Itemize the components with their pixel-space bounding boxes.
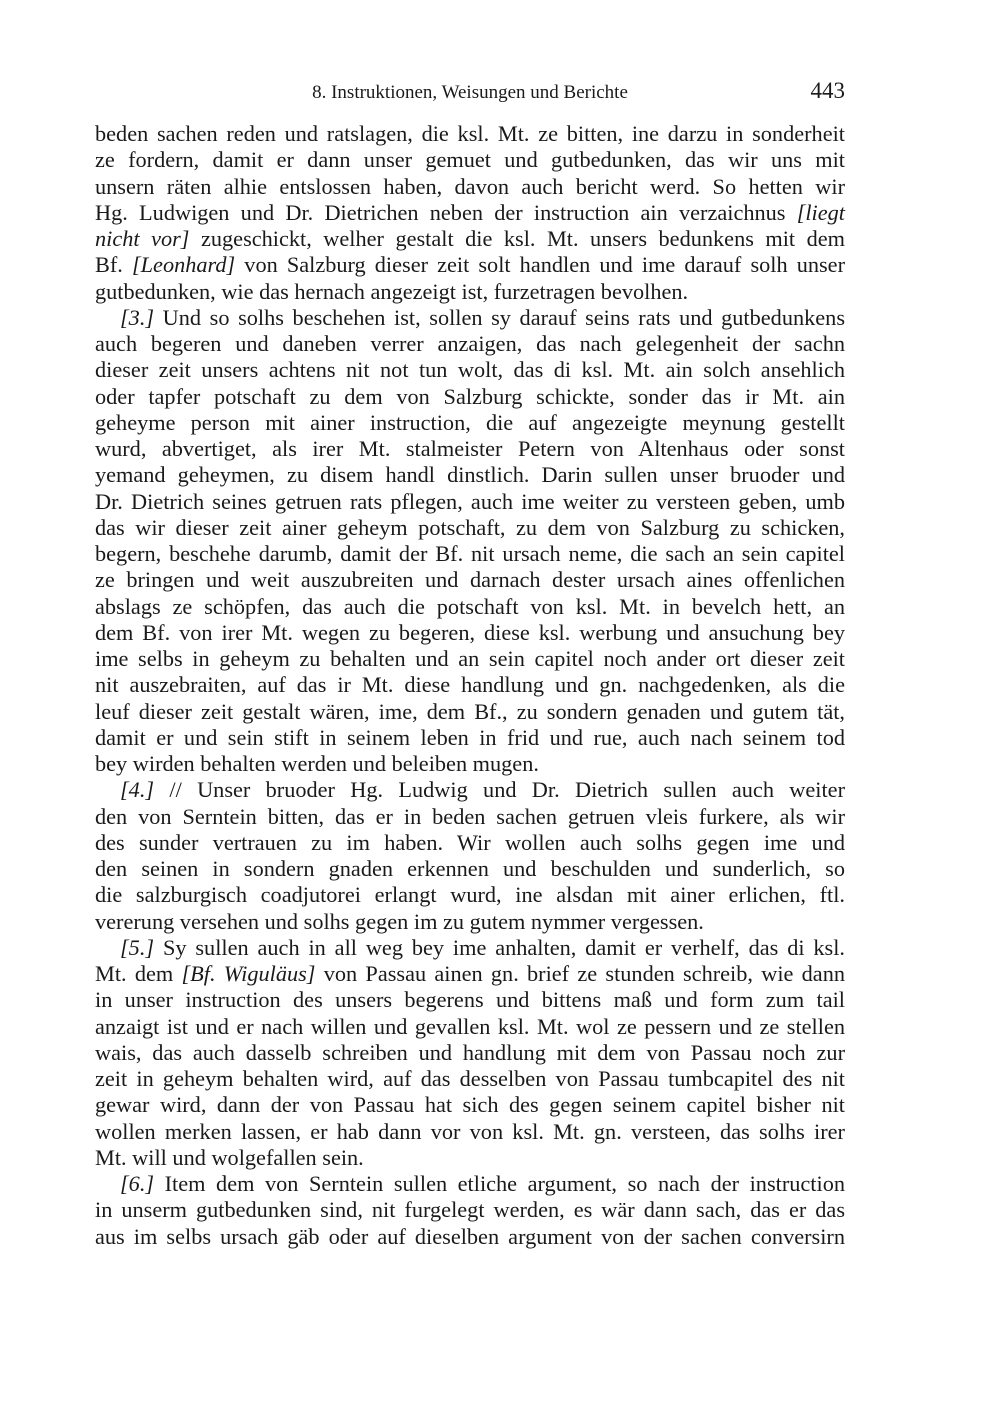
text-line xyxy=(95,489,845,515)
text-segment: gewar wird, dann der von Passau hat sich des gegen seinem capitel bisher nit xyxy=(95,1092,845,1118)
body-text xyxy=(95,121,845,1250)
text-segment: // Unser bruoder Hg. Ludwig und Dr. Dietrich sullen auch weiter xyxy=(154,777,845,803)
text-line xyxy=(95,1014,845,1040)
text-line xyxy=(95,357,845,383)
text-segment: in unser instruction des unsers begerens und bittens maß und form zum tail xyxy=(95,987,845,1013)
text-segment: dieser zeit unsers achtens nit not tun wolt, das di ksl. Mt. ain solch ansehlich xyxy=(95,357,845,383)
text-line xyxy=(95,725,845,751)
text-line xyxy=(95,515,845,541)
text-line xyxy=(95,672,845,698)
text-line xyxy=(95,1092,845,1118)
text-segment: ze fordern, damit er dann unser gemuet und gutbedunken, das wir uns mit xyxy=(95,147,845,173)
text-line xyxy=(95,594,845,620)
text-line xyxy=(95,1197,845,1223)
text-line xyxy=(95,462,845,488)
editorial-note: [Bf. Wiguläus] xyxy=(181,961,316,986)
text-segment: wollen merken lassen, er hab dann vor von ksl. Mt. gn. versteen, das solhs irer xyxy=(95,1118,845,1144)
text-line xyxy=(95,1171,845,1197)
text-line xyxy=(95,121,845,147)
text-line xyxy=(95,1224,845,1250)
text-segment: die salzburgisch coadjutorei erlangt wurd, ine alsdan mit ainer erlichen, ftl. xyxy=(95,882,845,908)
text-line xyxy=(95,305,845,331)
text-segment: in unserm gutbedunken sind, nit furgelegt werden, es wär dann sach, das er das xyxy=(95,1197,845,1223)
text-line xyxy=(95,331,845,357)
text-line xyxy=(95,1066,845,1092)
editorial-note: [5.] xyxy=(120,934,155,960)
text-line xyxy=(95,961,845,987)
text-segment: leuf dieser zeit gestalt wären, ime, dem Bf., zu sondern genaden und gutem tät, xyxy=(95,698,845,724)
text-segment: wais, das auch dasselb schreiben und handlung mit dem von Passau noch zur xyxy=(95,1039,845,1065)
text-segment: begern, beschehe darumb, damit der Bf. nit ursach neme, die sach an sein capitel xyxy=(95,541,845,566)
text-line xyxy=(95,856,845,882)
text-line xyxy=(95,410,845,436)
text-segment: bey wirden behalten werden und beleiben mugen. xyxy=(95,751,539,776)
text-line xyxy=(95,567,845,593)
text-line xyxy=(95,646,845,672)
text-line xyxy=(95,384,845,410)
text-segment: Mt. dem xyxy=(95,961,182,986)
text-segment: das wir dieser zeit ainer geheym potschaft, zu dem von Salzburg zu schicken, xyxy=(95,514,845,540)
text-line xyxy=(95,777,845,803)
text-segment: von Salzburg dieser zeit solt handlen und ime darauf solh unser xyxy=(235,252,845,278)
text-segment: oder tapfer potschaft zu dem von Salzburg schickte, sonder das ir Mt. ain xyxy=(95,383,845,409)
text-line xyxy=(95,830,845,856)
text-segment: abslags ze schöpfen, das auch die potschaft von ksl. Mt. in bevelch hett, an xyxy=(95,593,845,619)
text-segment: Dr. Dietrich seines getruen rats pflegen, auch ime weiter zu versteen geben, umb xyxy=(95,488,845,514)
text-segment: Hg. Ludwigen und Dr. Dietrichen neben der instruction ain verzaichnus xyxy=(95,199,797,225)
text-segment: den von Serntein bitten, das er in beden sachen getruen vleis furkere, als wir xyxy=(95,803,845,829)
text-line xyxy=(95,279,845,305)
editorial-note: [Leonhard] xyxy=(131,252,236,278)
text-line xyxy=(95,1145,845,1171)
page-number: 443 xyxy=(810,78,845,103)
text-segment: vererung versehen und solhs gegen im zu gutem nymmer vergessen. xyxy=(95,908,704,934)
text-line xyxy=(95,751,845,777)
text-segment: Und so solhs beschehen ist, sollen sy darauf seins rats und gutbedunkens xyxy=(154,304,845,330)
text-line xyxy=(95,436,845,462)
text-segment: den seinen in sondern gnaden erkennen und beschulden und sunderlich, so xyxy=(95,856,845,881)
text-segment: Mt. will und wolgefallen sein. xyxy=(95,1144,364,1170)
editorial-note: [liegt xyxy=(796,199,845,225)
text-line xyxy=(95,200,845,226)
text-segment: ze bringen und weit auszubreiten und darnach dester ursach aines offenlichen xyxy=(95,567,845,593)
running-title: 8. Instruktionen, Weisungen und Berichte xyxy=(312,82,628,103)
text-segment: Bf. xyxy=(95,252,132,278)
text-segment: zeit in geheym behalten wird, auf das desselben von Passau tumbcapitel des nit xyxy=(95,1066,845,1091)
editorial-note: [4.] xyxy=(120,777,155,803)
text-segment: damit er und sein stift in seinem leben in frid und rue, auch nach seinem tod xyxy=(95,724,845,750)
editorial-note: [6.] xyxy=(120,1171,155,1196)
text-line xyxy=(95,147,845,173)
text-segment: von Passau ainen gn. brief ze stunden schreib, wie dann xyxy=(315,961,845,986)
page-header xyxy=(95,78,845,108)
text-segment: yemand geheymen, zu disem handl dinstlich. Darin sullen unser bruoder und xyxy=(95,462,845,488)
text-line xyxy=(95,174,845,200)
text-segment: gutbedunken, wie das hernach angezeigt ist, furzetragen bevolhen. xyxy=(95,278,689,304)
text-line xyxy=(95,699,845,725)
text-segment: nit auszebraiten, auf das ir Mt. diese handlung und gn. nachgedenken, als die xyxy=(95,672,845,698)
text-line xyxy=(95,882,845,908)
text-line xyxy=(95,541,845,567)
text-line xyxy=(95,804,845,830)
text-line xyxy=(95,226,845,252)
text-line xyxy=(95,1040,845,1066)
editorial-note: [3.] xyxy=(120,304,155,330)
text-line xyxy=(95,1119,845,1145)
text-line xyxy=(95,252,845,278)
text-line xyxy=(95,935,845,961)
editorial-note: nicht vor] xyxy=(95,226,190,251)
text-segment: Item dem von Serntein sullen etliche argument, so nach der instruction xyxy=(154,1171,845,1196)
text-segment: wurd, abvertiget, als irer Mt. stalmeister Petern von Altenhaus oder sonst xyxy=(95,436,845,461)
text-segment: geheyme person mit ainer instruction, die auf angezeigte meynung gestellt xyxy=(95,409,845,435)
text-segment: Sy sullen auch in all weg bey ime anhalten, damit er verhelf, das di ksl. xyxy=(154,934,845,960)
text-segment: unsern räten alhie entslossen haben, davon auch bericht werd. So hetten wir xyxy=(95,173,845,199)
text-segment: aus im selbs ursach gäb oder auf dieselben argument von der sachen conversirn xyxy=(95,1223,845,1249)
text-segment: beden sachen reden und ratslagen, die ksl. Mt. ze bitten, ine darzu in sonderheit xyxy=(95,121,845,146)
text-segment: ime selbs in geheym zu behalten und an sein capitel noch ander ort dieser zeit xyxy=(95,646,845,671)
text-line xyxy=(95,909,845,935)
text-segment: auch begeren und daneben verrer anzaigen, das nach gelegenheit der sachn xyxy=(95,331,845,356)
text-line xyxy=(95,620,845,646)
text-line xyxy=(95,987,845,1013)
text-segment: dem Bf. von irer Mt. wegen zu begeren, diese ksl. werbung und ansuchung bey xyxy=(95,619,845,645)
text-segment: des sunder vertrauen zu im haben. Wir wollen auch solhs gegen ime und xyxy=(95,829,845,855)
text-segment: zugeschickt, welher gestalt die ksl. Mt. unsers bedunkens mit dem xyxy=(189,226,845,251)
text-segment: anzaigt ist und er nach willen und gevallen ksl. Mt. wol ze pessern und ze stellen xyxy=(95,1013,845,1039)
